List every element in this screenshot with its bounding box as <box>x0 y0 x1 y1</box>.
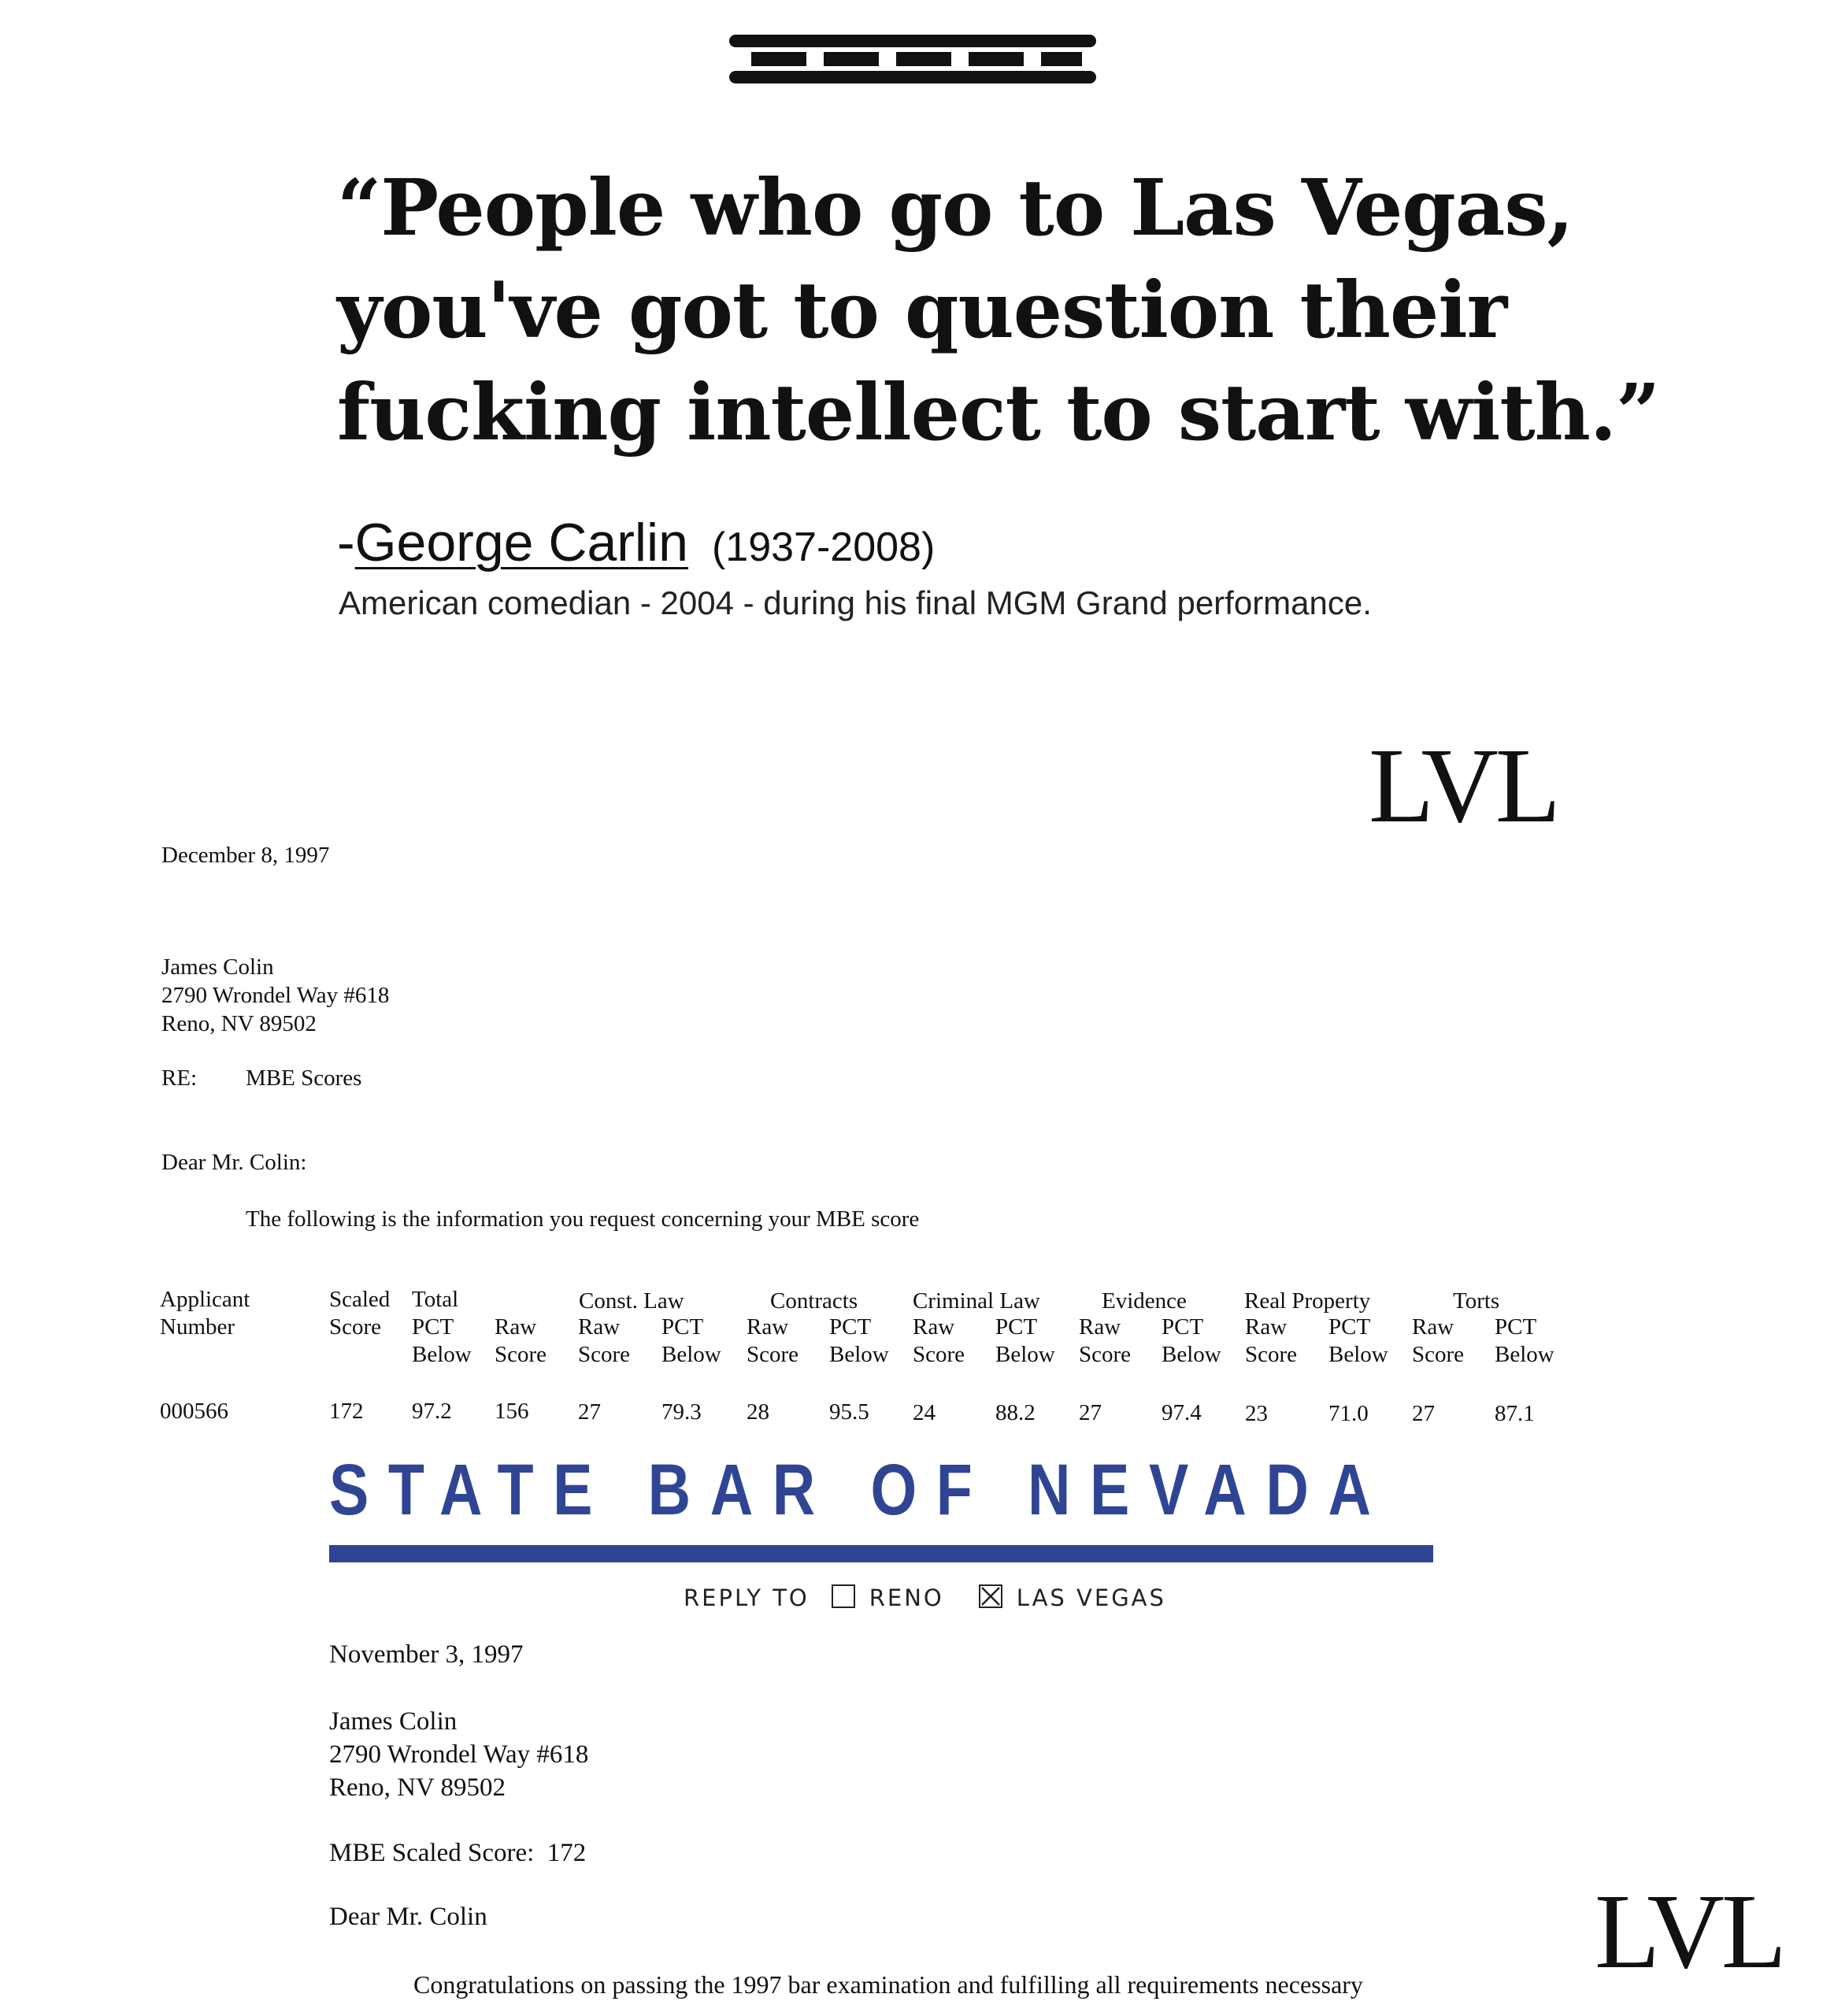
reply-to-row <box>684 1584 1166 1611</box>
table-cell: 000566 <box>160 1399 228 1424</box>
letter2-address <box>329 1705 588 1804</box>
quote-description: American comedian - 2004 - during his final MGM Grand performance. <box>339 584 1372 621</box>
table-cell: 87.1 <box>1495 1401 1535 1426</box>
re-value: MBE Scores <box>246 1065 362 1091</box>
mbe-scaled-score <box>329 1839 586 1868</box>
group-header: Torts <box>1453 1288 1500 1314</box>
column-header: Raw Score <box>913 1314 965 1367</box>
decorative-rail-icon <box>729 35 1096 83</box>
address-line: James Colin <box>161 954 274 980</box>
group-header: Criminal Law <box>913 1288 1040 1314</box>
table-cell: 23 <box>1245 1401 1268 1426</box>
letter2-salutation: Dear Mr. Colin <box>329 1903 487 1931</box>
table-cell: 79.3 <box>661 1399 702 1425</box>
column-header: PCT Below <box>1162 1314 1221 1367</box>
re-label: RE: <box>161 1065 198 1091</box>
letter1-date: December 8, 1997 <box>161 843 330 868</box>
table-cell: 97.2 <box>412 1399 452 1424</box>
table-cell: 95.5 <box>829 1399 869 1425</box>
reply-to-label: REPLY TO <box>684 1584 810 1611</box>
column-header: PCT Below <box>661 1314 721 1367</box>
quote-line: you've got to question their <box>337 265 1507 356</box>
column-header: Raw Score <box>747 1314 799 1367</box>
address-line: Reno, NV 89502 <box>329 1773 506 1802</box>
state-bar-title: STATE BAR OF NEVADA <box>329 1450 1391 1530</box>
column-header: Scaled Score <box>329 1287 391 1340</box>
address-line: James Colin <box>329 1707 458 1736</box>
table-cell: 27 <box>578 1399 601 1425</box>
column-header: Raw Score <box>1245 1314 1298 1367</box>
column-header: PCT Below <box>995 1314 1055 1367</box>
letter1-salutation: Dear Mr. Colin: <box>161 1150 307 1175</box>
attribution-prefix: - <box>337 513 355 573</box>
address-line: Reno, NV 89502 <box>161 1011 317 1036</box>
table-cell: 28 <box>747 1399 769 1425</box>
table-cell: 27 <box>1412 1401 1435 1426</box>
letterhead-divider <box>329 1545 1433 1562</box>
column-header: Applicant Number <box>160 1287 250 1340</box>
table-cell: 156 <box>495 1399 529 1424</box>
group-header: Const. Law <box>579 1288 684 1314</box>
las-vegas-checkbox-icon <box>979 1584 1002 1608</box>
author-name-link[interactable]: George Carlin <box>354 513 688 573</box>
author-years: (1937-2008) <box>711 524 936 570</box>
column-header: Raw Score <box>1412 1314 1465 1367</box>
table-cell: 71.0 <box>1328 1401 1369 1426</box>
las-vegas-label: LAS VEGAS <box>1016 1584 1166 1611</box>
address-line: 2790 Wrondel Way #618 <box>161 983 390 1008</box>
lvl-logo: LVL <box>1595 1873 1784 1991</box>
letter2-date: November 3, 1997 <box>329 1640 524 1669</box>
table-cell: 27 <box>1079 1400 1102 1425</box>
address-line: 2790 Wrondel Way #618 <box>329 1740 589 1769</box>
column-header: Raw Score <box>495 1314 547 1367</box>
column-header: Raw Score <box>578 1314 631 1367</box>
column-header: PCT Below <box>1495 1314 1554 1367</box>
table-cell: 97.4 <box>1162 1400 1202 1425</box>
quote-line: fucking intellect to start with.” <box>337 368 1660 458</box>
letter2-body: Congratulations on passing the 1997 bar examination and fulfilling all requirements necessary <box>413 1970 1363 1999</box>
quote-line: “People who go to Las Vegas, <box>337 163 1573 254</box>
quote-text <box>337 158 1676 465</box>
table-cell: 88.2 <box>995 1400 1036 1425</box>
reno-label: RENO <box>869 1584 944 1611</box>
group-header: Real Property <box>1244 1288 1371 1314</box>
column-header: PCT Below <box>1328 1314 1388 1367</box>
mbe-value: 172 <box>547 1839 587 1867</box>
reno-checkbox-icon <box>832 1584 855 1608</box>
mbe-label: MBE Scaled Score: <box>329 1839 535 1867</box>
table-cell: 172 <box>329 1399 364 1424</box>
letter1-intro: The following is the information you request concerning your MBE score <box>246 1206 920 1232</box>
column-header: Raw Score <box>1079 1314 1132 1367</box>
group-header: Contracts <box>770 1288 858 1314</box>
lvl-logo: LVL <box>1369 727 1558 845</box>
group-header: Evidence <box>1102 1288 1187 1314</box>
quote-attribution <box>337 512 935 573</box>
column-header: Total PCT Below <box>412 1287 472 1367</box>
letter1-address <box>161 953 389 1038</box>
table-cell: 24 <box>913 1400 936 1425</box>
column-header: PCT Below <box>829 1314 889 1367</box>
